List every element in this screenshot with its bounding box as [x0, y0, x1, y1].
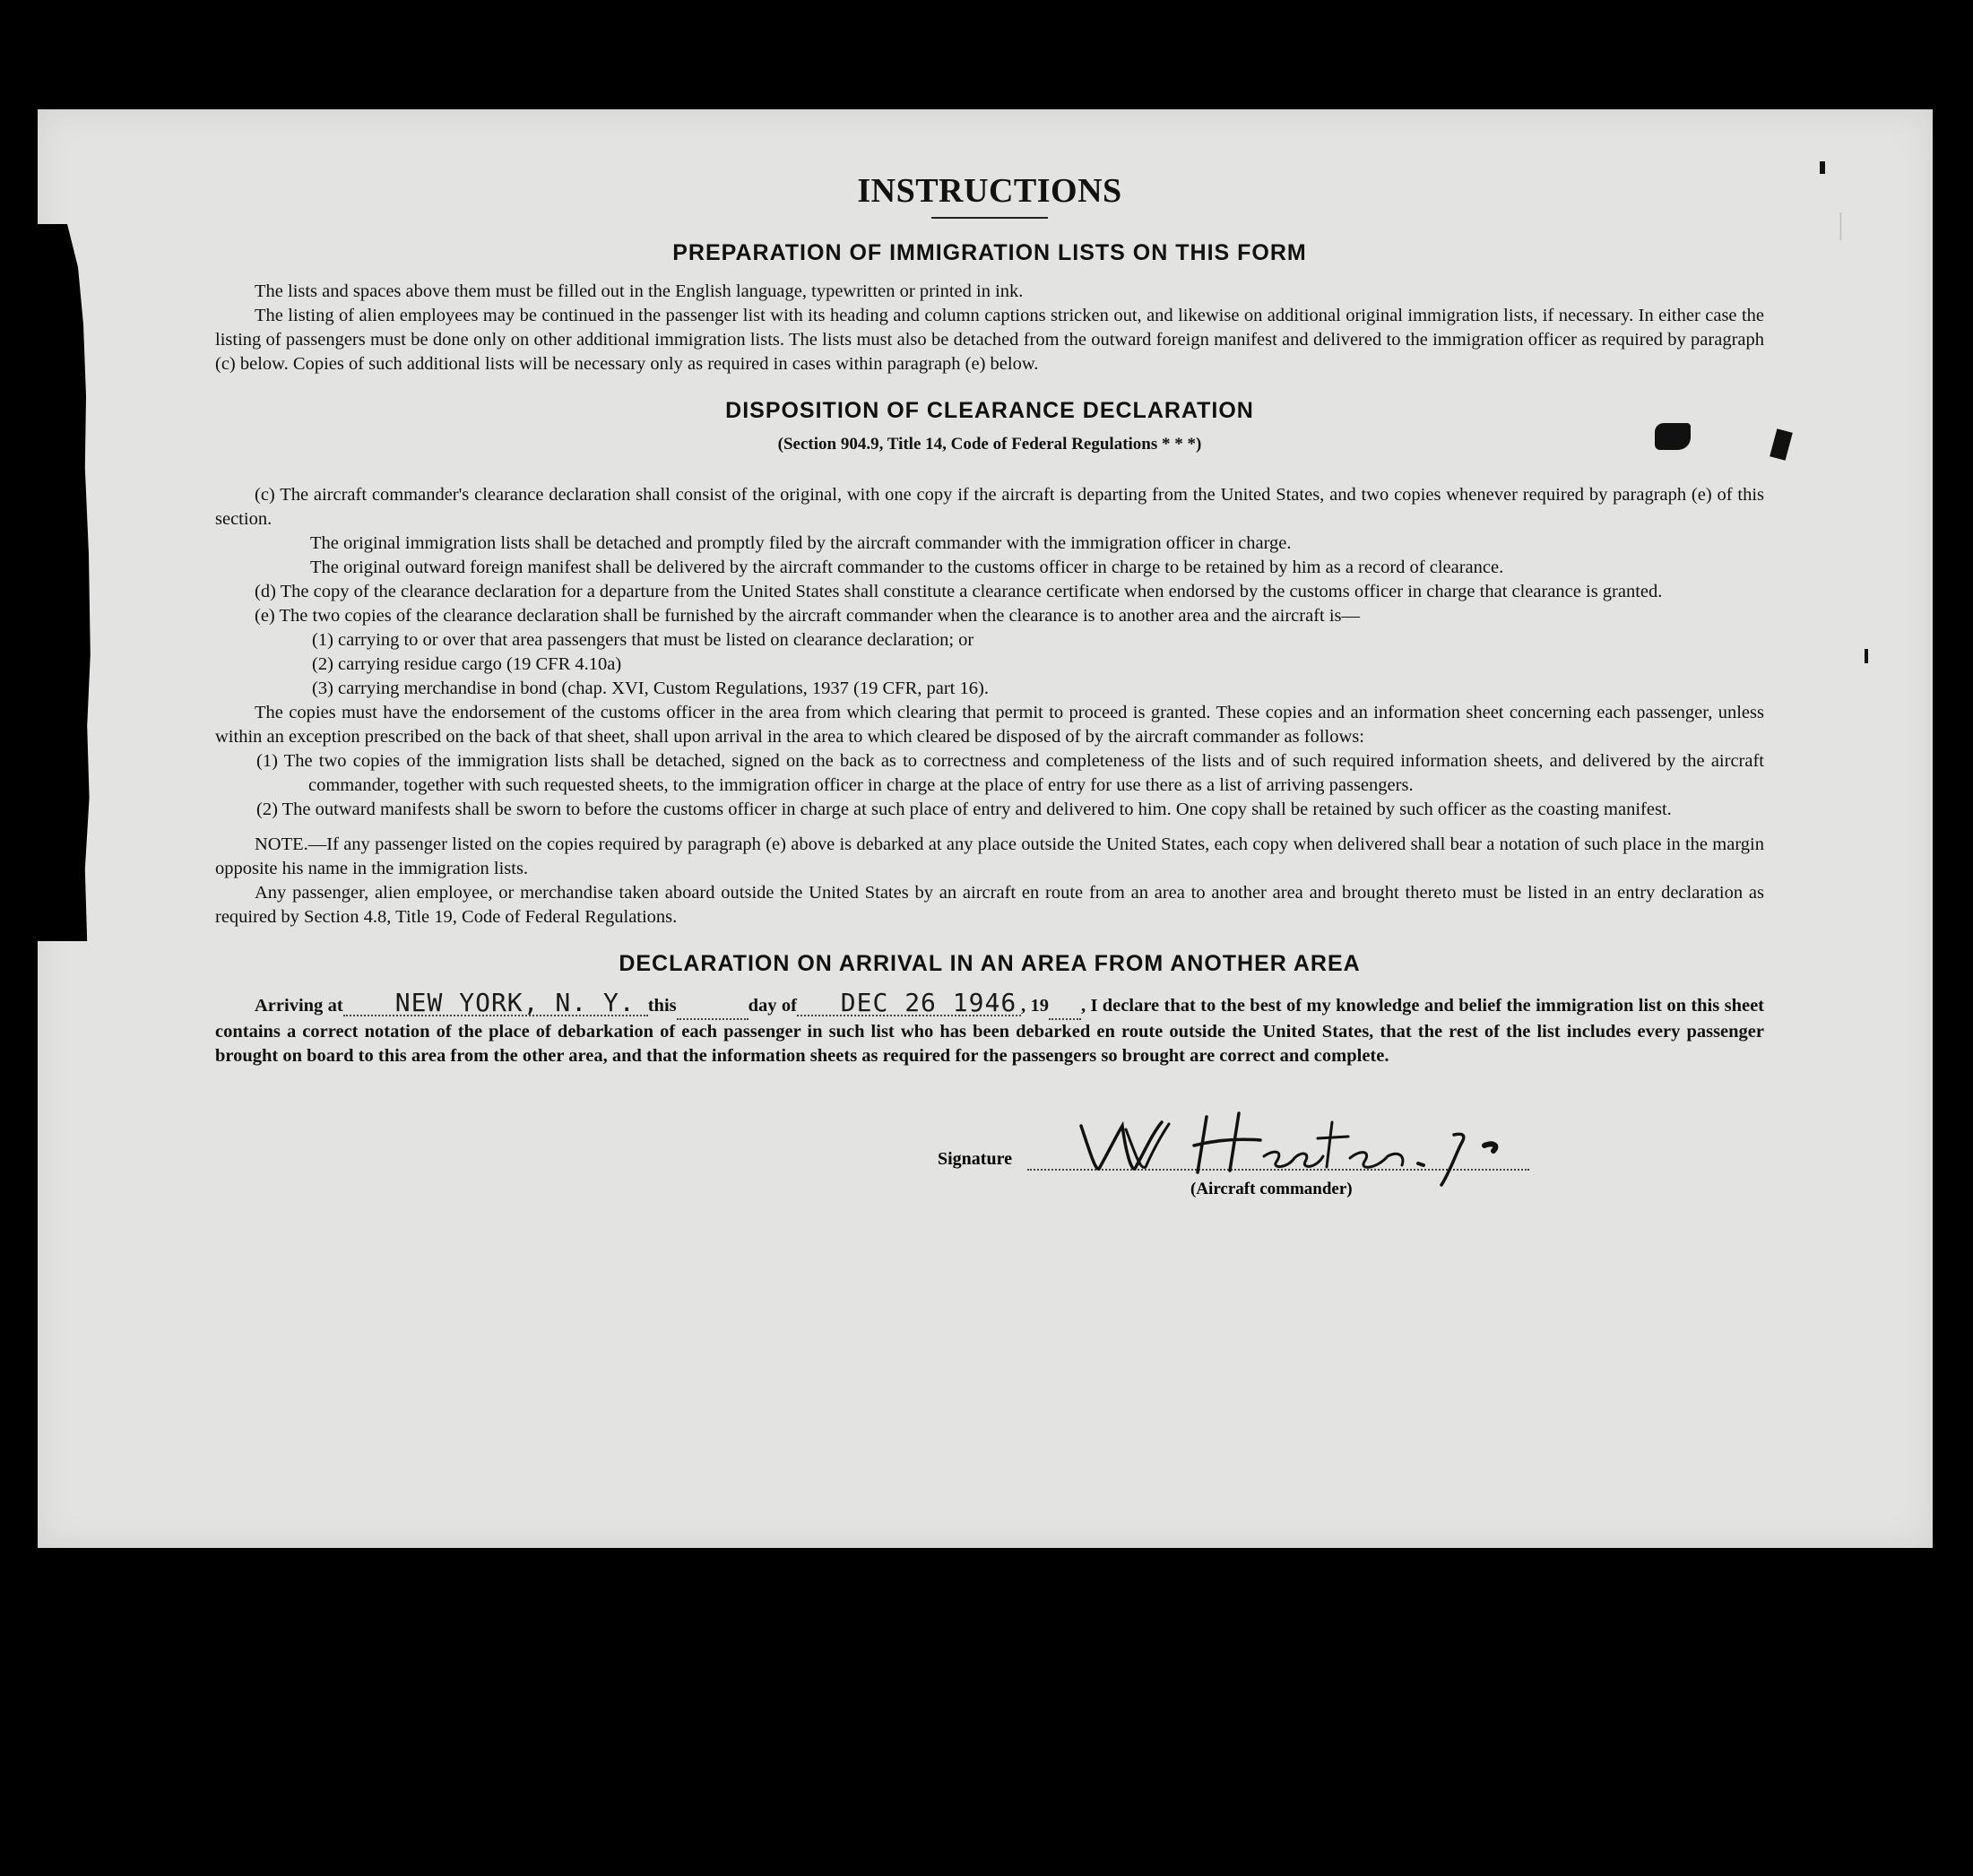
paragraph-d: (d) The copy of the clearance declaration for a departure from the United States shall constitute a clearance certificate when endorsed by the customs officer in charge that clearance is granted. — [255, 582, 1663, 601]
entry-declaration-paragraph: Any passenger, alien employee, or merchandise taken aboard outside the United States by an aircraft en route from an area to another area and brought thereto must be listed in an entry declaration as required by Section 4.8, Title 19, Code of Federal Regulations. — [215, 883, 1764, 927]
instructions-content — [215, 170, 1764, 1068]
arriving-at-field[interactable]: NEW YORK, N. Y. — [343, 990, 648, 1016]
page-title: INSTRUCTIONS — [857, 172, 1122, 210]
year-field[interactable] — [1049, 994, 1081, 1020]
disposal-item: (1) The two copies of the immigration lists shall be detached, signed on the back as to correctness and completeness of the lists and of such required information sheets, and delivered by the aircraft commander, together with such requested sheets, to the immigration officer in charge at the place of entry for use there as a list of arriving passengers. — [256, 751, 1764, 795]
date-field[interactable]: DEC 26 1946 — [797, 990, 1021, 1016]
ink-blot — [1865, 649, 1868, 663]
paragraph-e-item: (2) carrying residue cargo (19 CFR 4.10a) — [312, 654, 622, 674]
preparation-paragraph: The listing of alien employees may be continued in the passenger list with its heading and column captions stricken out, and likewise on additional original immigration lists, if necessary. In either case the listing of passengers must be done only on other additional immigration lists. The lists must also be detached from the outward foreign manifest and delivered to the immigration officer as required by paragraph (c) below. Copies of such additional lists will be necessary only as required in cases within paragraph (e) below. — [215, 306, 1764, 374]
disposition-heading: DISPOSITION OF CLEARANCE DECLARATION — [725, 398, 1254, 423]
ink-blot — [1820, 161, 1825, 174]
paragraph-c-immigration-lists: The original immigration lists shall be detached and promptly filed by the aircraft commander with the immigration officer in charge. — [310, 533, 1292, 553]
handwritten-signature — [1063, 1099, 1565, 1189]
paragraph-c-manifest: The original outward foreign manifest shall be delivered by the aircraft commander to the customs officer in charge to be retained by him as a record of clearance. — [310, 558, 1504, 577]
disposition-citation: (Section 904.9, Title 14, Code of Federal Regulations * * *) — [777, 435, 1202, 454]
paragraph-e-item: (3) carrying merchandise in bond (chap. XVI, Custom Regulations, 1937 (19 CFR, part 16). — [312, 679, 989, 698]
preparation-heading: PREPARATION OF IMMIGRATION LISTS ON THIS FORM — [672, 240, 1307, 265]
disposal-item: (2) The outward manifests shall be sworn to before the customs officer in charge at such place of entry and delivered to him. One copy shall be retained by such officer as the coasting manifest. — [256, 800, 1672, 819]
paragraph-c: (c) The aircraft commander's clearance declaration shall consist of the original, with one copy if the aircraft is departing from the United States, and two copies whenever required by paragraph (e) of this section. — [215, 485, 1764, 529]
bleed-through-text: | — [1838, 208, 1844, 241]
arrival-heading: DECLARATION ON ARRIVAL IN AN AREA FROM ANOTHER AREA — [619, 951, 1361, 976]
copies-paragraph: The copies must have the endorsement of the customs officer in the area from which clearing that permit to proceed is granted. These copies and an information sheet concerning each passenger, unless within an exception prescribed on the back of that sheet, shall upon arrival in the area to which cleared be disposed of by the aircraft commander as follows: — [215, 703, 1764, 747]
arrival-declaration — [215, 990, 1764, 1068]
title-divider — [931, 217, 1048, 219]
paragraph-e-item: (1) carrying to or over that area passengers that must be listed on clearance declaration; or — [312, 630, 974, 650]
note-paragraph: NOTE.—If any passenger listed on the copies required by paragraph (e) above is debarked at any place outside the United States, each copy when delivered shall bear a notation of such place in the margin opposite his name in the immigration lists. — [215, 834, 1764, 878]
day-field[interactable] — [677, 994, 749, 1020]
declaration-text: , I declare that to the best of my knowledge and belief the immigration list on this sheet contains a correct notation of the place of debarkation of each passenger in such list who has been debarked en route outside the United States, that the rest of the list includes every passenger brought on board to this area from the other area, and that the information sheets as required for the passengers so brought are correct and complete. — [215, 996, 1764, 1066]
day-of-label: day of — [748, 996, 797, 1016]
this-label: this — [647, 996, 677, 1016]
preparation-paragraph: The lists and spaces above them must be filled out in the English language, typewritten or printed in ink. — [255, 281, 1024, 301]
year-label: , 19 — [1020, 996, 1049, 1016]
signature-label: Signature — [938, 1149, 1012, 1169]
arriving-at-label: Arriving at — [255, 996, 343, 1016]
signature-caption: (Aircraft commander) — [1190, 1180, 1353, 1198]
signature-block — [938, 1110, 1547, 1217]
paragraph-e: (e) The two copies of the clearance declaration shall be furnished by the aircraft commander when the clearance is to another area and the aircraft is— — [255, 606, 1361, 626]
torn-edge — [38, 224, 91, 941]
